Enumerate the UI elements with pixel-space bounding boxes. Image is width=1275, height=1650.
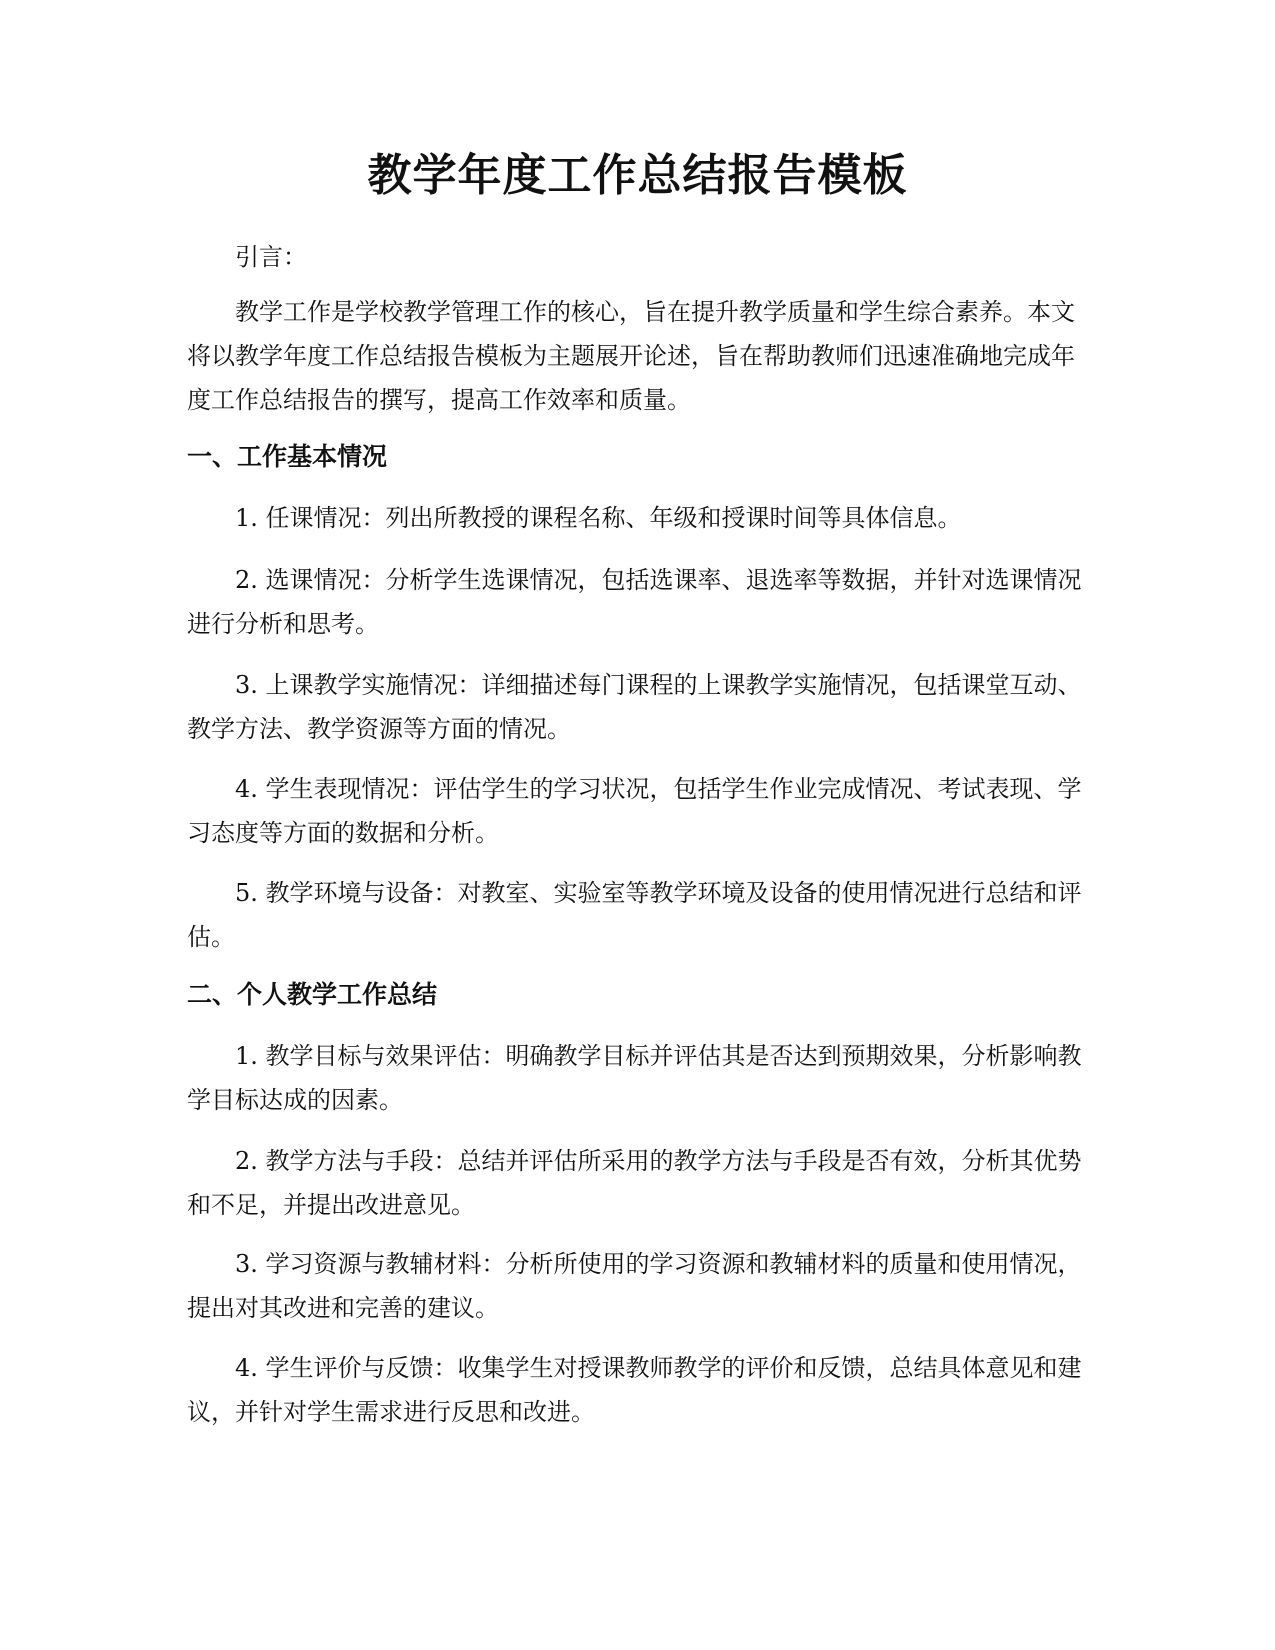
list-item: 3. 学习资源与教辅材料：分析所使用的学习资源和教辅材料的质量和使用情况，提出对其改进和完善的建议。 [187, 1250, 1082, 1322]
list-item: 1. 任课情况：列出所教授的课程名称、年级和授课时间等具体信息。 [235, 504, 962, 532]
list-item: 2. 选课情况：分析学生选课情况，包括选课率、退选率等数据，并针对选课情况进行分析和思考。 [187, 566, 1082, 638]
list-item: 2. 教学方法与手段：总结并评估所采用的教学方法与手段是否有效，分析其优势和不足，并提出改进意见。 [187, 1147, 1082, 1219]
section-heading-basic-situation: 一、工作基本情况 [187, 442, 388, 471]
list-item: 1. 教学目标与效果评估：明确教学目标并评估其是否达到预期效果，分析影响教学目标达成的因素。 [187, 1042, 1082, 1114]
list-item: 3. 上课教学实施情况：详细描述每门课程的上课教学实施情况，包括课堂互动、教学方法、教学资源等方面的情况。 [187, 671, 1082, 743]
list-item: 4. 学生表现情况：评估学生的学习状况，包括学生作业完成情况、考试表现、学习态度等方面的数据和分析。 [187, 775, 1082, 847]
section-heading-personal-summary: 二、个人教学工作总结 [187, 980, 438, 1009]
document-title: 教学年度工作总结报告模板 [367, 150, 908, 201]
list-item: 5. 教学环境与设备：对教室、实验室等教学环境及设备的使用情况进行总结和评估。 [187, 879, 1082, 951]
intro-label: 引言： [235, 243, 307, 271]
list-item: 4. 学生评价与反馈：收集学生对授课教师教学的评价和反馈，总结具体意见和建议，并针对学生需求进行反思和改进。 [187, 1354, 1082, 1426]
intro-paragraph: 教学工作是学校教学管理工作的核心，旨在提升教学质量和学生综合素养。本文将以教学年度工作总结报告模板为主题展开论述，旨在帮助教师们迅速准确地完成年度工作总结报告的撰写，提高工作效率和质量。 [187, 298, 1075, 414]
